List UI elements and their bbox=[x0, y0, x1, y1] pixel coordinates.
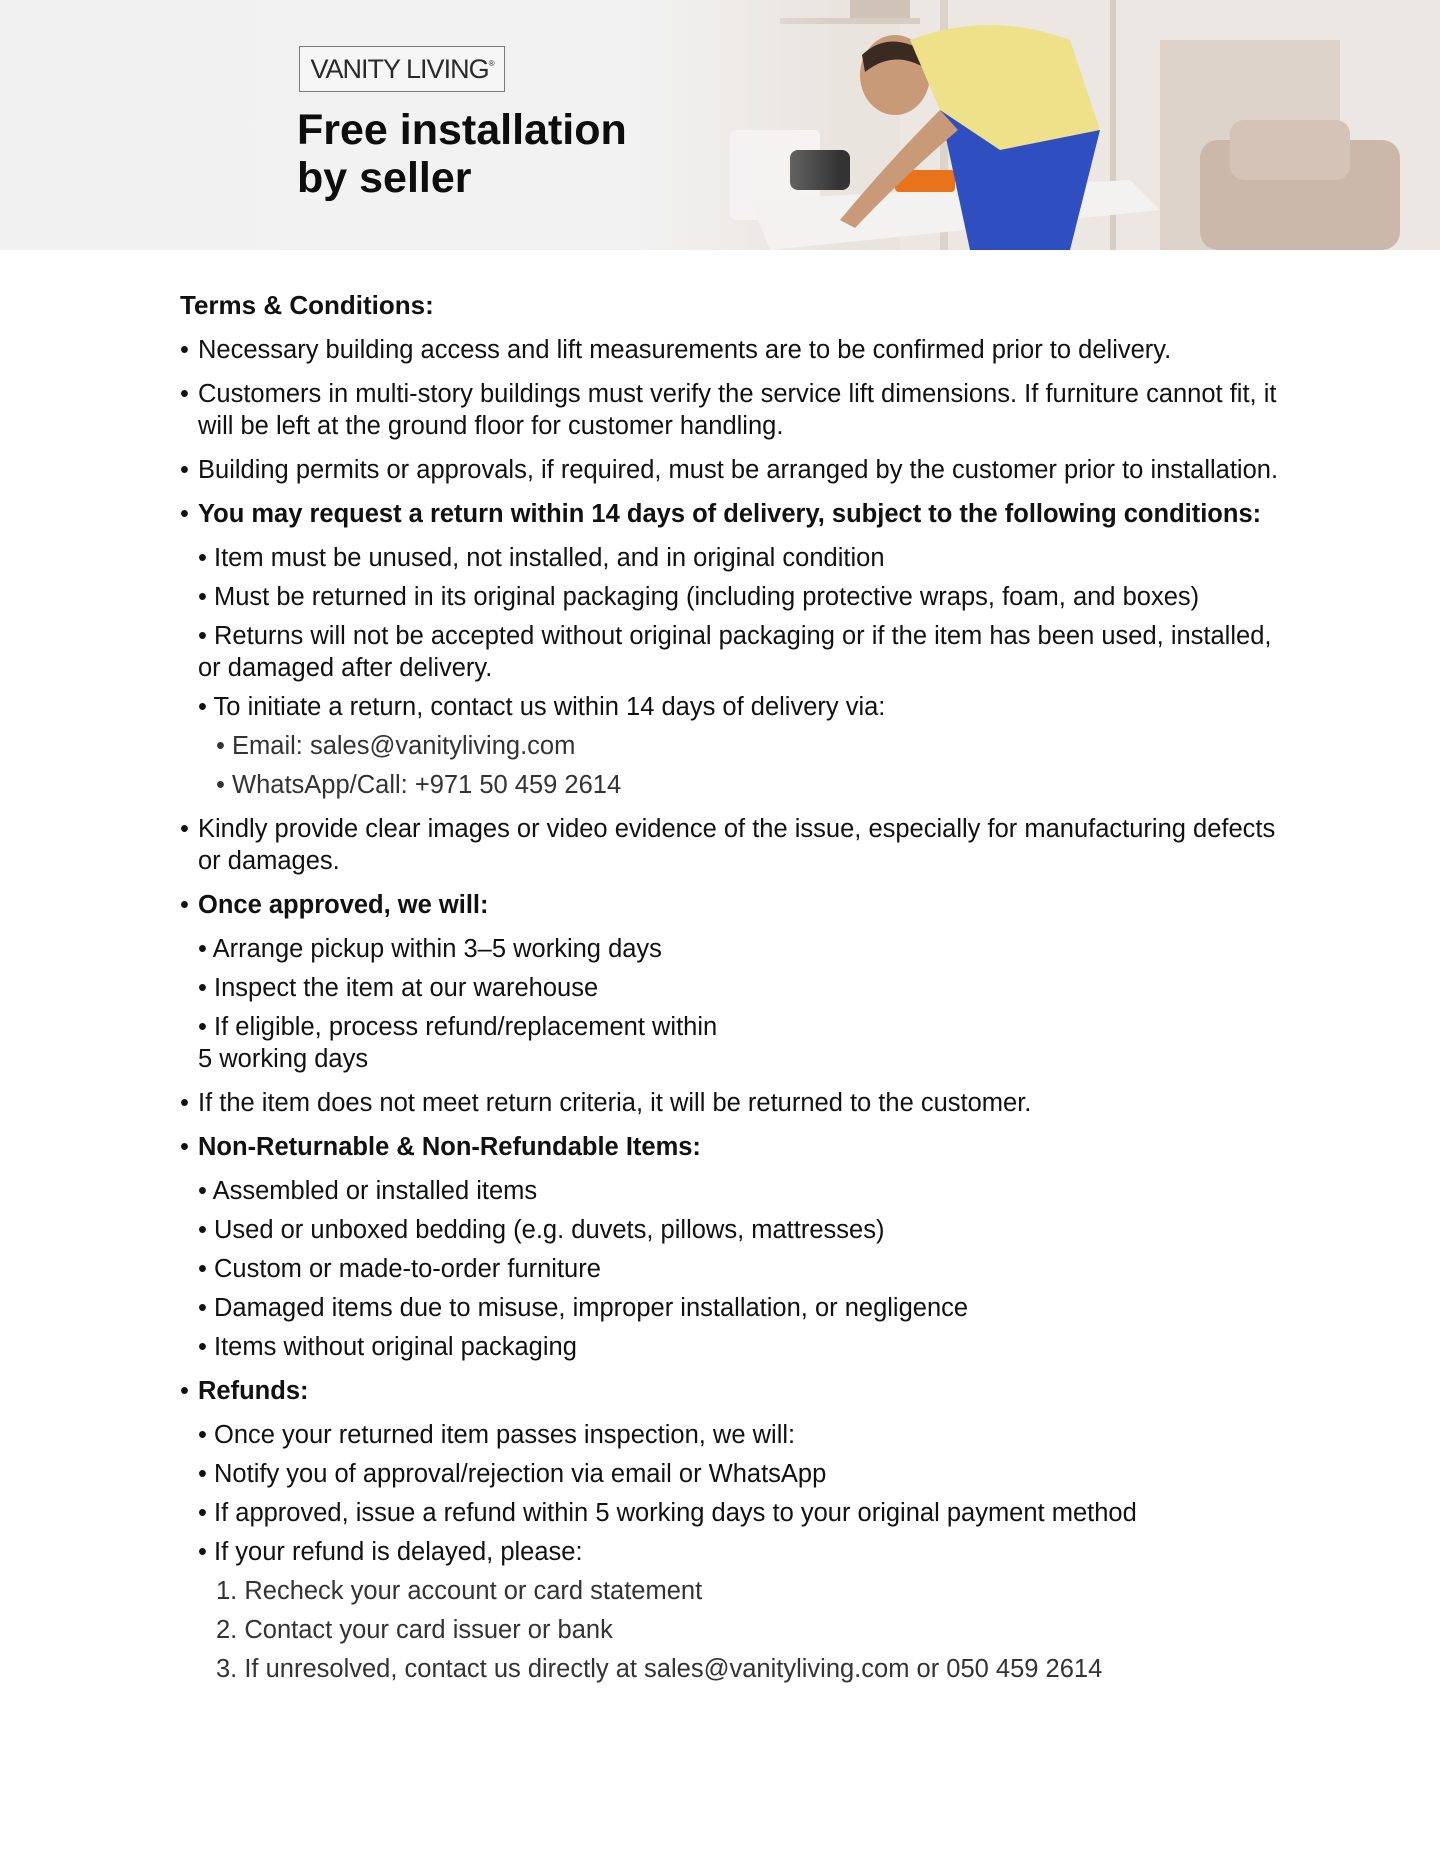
bullet: • bbox=[180, 815, 189, 843]
list-item-text: Necessary building access and lift measurements are to be confirmed prior to delivery. bbox=[198, 336, 1172, 364]
installer-photo bbox=[640, 0, 1440, 250]
non-returnable-item: • Assembled or installed items bbox=[198, 1177, 538, 1205]
list-item bbox=[180, 1087, 1290, 1119]
evidence-text: Kindly provide clear images or video evidence of the issue, especially for manufacturing defects or damages. bbox=[198, 815, 1276, 875]
return-condition: • Returns will not be accepted without original packaging or if the item has been used, installed, or damaged after delivery. bbox=[198, 622, 1272, 682]
headline-line-1: Free installation bbox=[297, 106, 627, 154]
non-returnable-item: • Used or unboxed bedding (e.g. duvets, pillows, mattresses) bbox=[198, 1216, 885, 1244]
terms-title: Terms & Conditions: bbox=[180, 290, 434, 320]
delay-step: 3. If unresolved, contact us directly at sales@vanityliving.com or 050 459 2614 bbox=[216, 1655, 1103, 1683]
bullet: • bbox=[180, 1133, 189, 1161]
logo-text: VANITY LIVING bbox=[310, 53, 489, 84]
approved-step: • Arrange pickup within 3–5 working days bbox=[198, 935, 662, 963]
bullet: • bbox=[180, 1377, 189, 1405]
return-condition: • To initiate a return, contact us within 14 days of delivery via: bbox=[198, 693, 886, 721]
refund-item: • Once your returned item passes inspection, we will: bbox=[198, 1421, 796, 1449]
delay-step: 2. Contact your card issuer or bank bbox=[216, 1616, 613, 1644]
refunds-heading-text: Refunds: bbox=[198, 1377, 309, 1405]
non-returnable-heading-text: Non-Returnable & Non-Refundable Items: bbox=[198, 1133, 701, 1161]
return-condition: • Must be returned in its original packaging (including protective wraps, foam, and boxes) bbox=[198, 583, 1200, 611]
bullet: • bbox=[180, 380, 189, 408]
returns-heading-text: You may request a return within 14 days of delivery, subject to the following conditions: bbox=[198, 500, 1262, 528]
non-returnable-item: • Damaged items due to misuse, improper installation, or negligence bbox=[198, 1294, 969, 1322]
bullet: • bbox=[180, 336, 189, 364]
list-item bbox=[180, 454, 1290, 486]
header-banner bbox=[0, 0, 1440, 250]
list-item-text: Building permits or approvals, if required, must be arranged by the customer prior to installation. bbox=[198, 456, 1279, 484]
list-item bbox=[180, 813, 1290, 877]
delay-step: 1. Recheck your account or card statement bbox=[216, 1577, 703, 1605]
headline-line-2: by seller bbox=[297, 154, 472, 202]
bullet: • bbox=[180, 500, 189, 528]
approved-heading-text: Once approved, we will: bbox=[198, 891, 489, 919]
non-returnable-item: • Custom or made-to-order furniture bbox=[198, 1255, 601, 1283]
vanity-living-logo bbox=[299, 46, 505, 92]
contact-phone: • WhatsApp/Call: +971 50 459 2614 bbox=[216, 771, 622, 799]
registered-mark: ® bbox=[488, 58, 494, 68]
bullet: • bbox=[180, 456, 189, 484]
bullet: • bbox=[180, 1089, 189, 1117]
bullet: • bbox=[180, 891, 189, 919]
terms-section bbox=[180, 288, 1290, 1692]
refund-item: • If your refund is delayed, please: bbox=[198, 1538, 583, 1566]
refunds-heading bbox=[180, 1375, 1290, 1407]
non-returnable-heading bbox=[180, 1131, 1290, 1163]
non-returnable-item: • Items without original packaging bbox=[198, 1333, 577, 1361]
refund-item: • If approved, issue a refund within 5 working days to your original payment method bbox=[198, 1499, 1137, 1527]
not-meet-text: If the item does not meet return criteria, it will be returned to the customer. bbox=[198, 1089, 1032, 1117]
refund-item: • Notify you of approval/rejection via email or WhatsApp bbox=[198, 1460, 827, 1488]
list-item bbox=[180, 378, 1290, 442]
approved-heading bbox=[180, 889, 1290, 921]
list-item bbox=[180, 334, 1290, 366]
list-item-text: Customers in multi-story buildings must verify the service lift dimensions. If furniture cannot fit, it will be left at the ground floor for customer handling. bbox=[198, 380, 1277, 440]
approved-step: • If eligible, process refund/replacement within 5 working days bbox=[198, 1013, 718, 1073]
returns-heading bbox=[180, 498, 1290, 530]
headline bbox=[297, 106, 627, 202]
contact-email: • Email: sales@vanityliving.com bbox=[216, 732, 576, 760]
approved-step: • Inspect the item at our warehouse bbox=[198, 974, 599, 1002]
return-condition: • Item must be unused, not installed, and in original condition bbox=[198, 544, 885, 572]
